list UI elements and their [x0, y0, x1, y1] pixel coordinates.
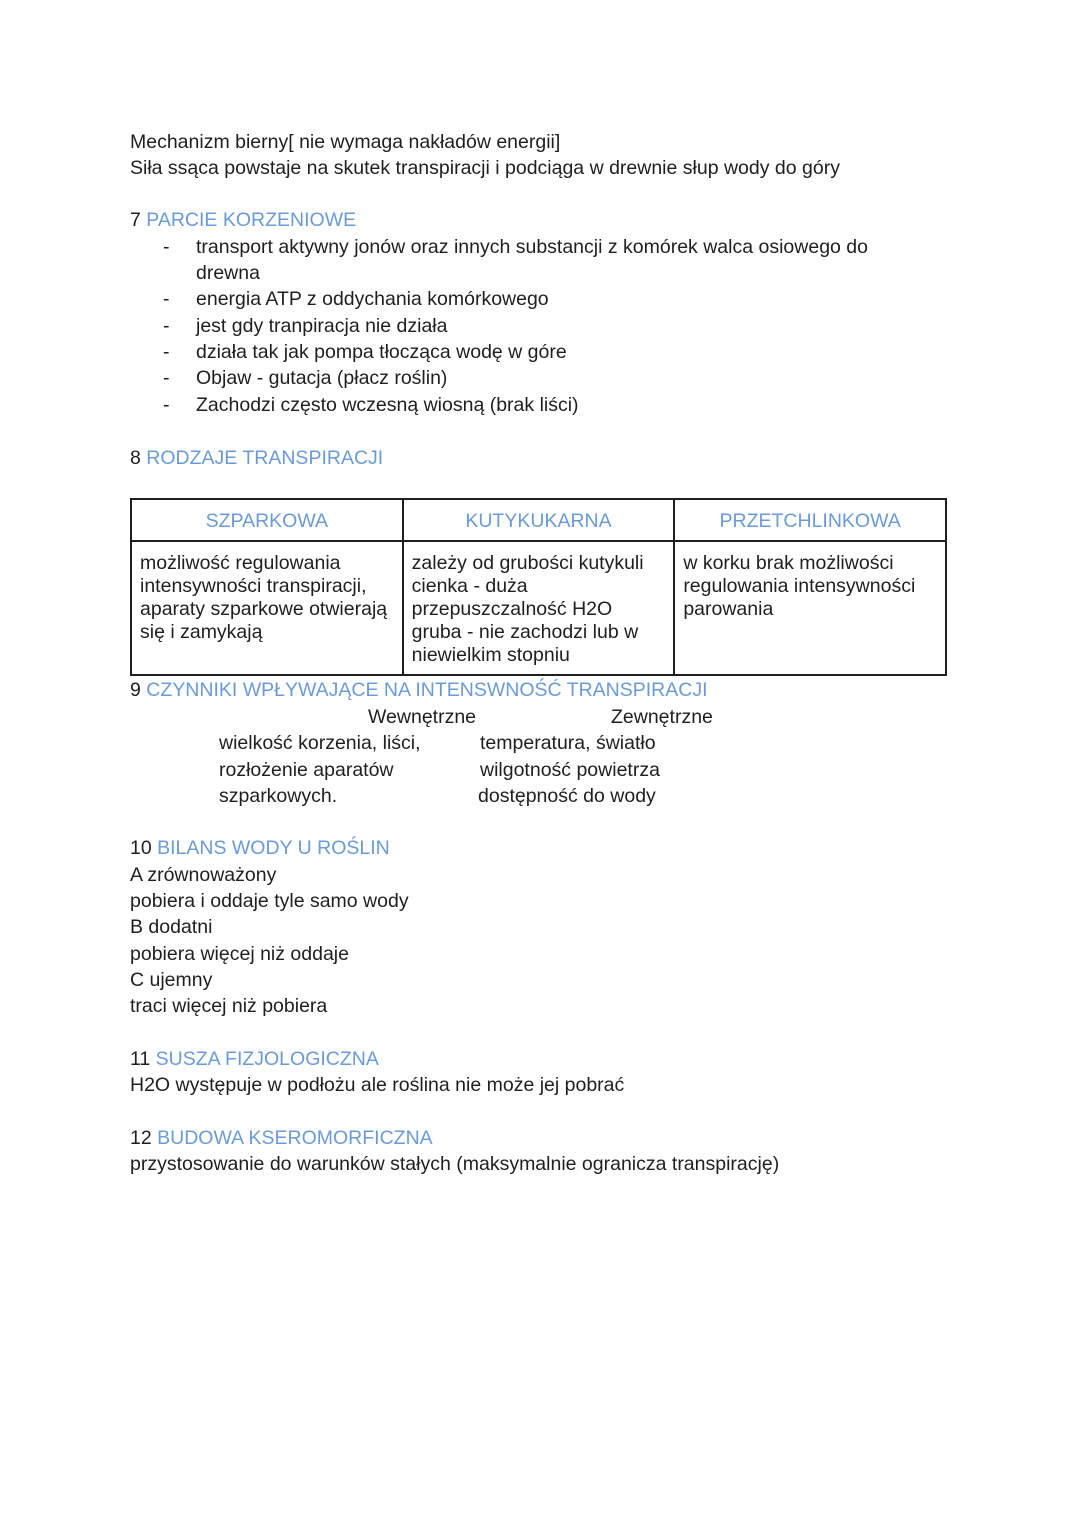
- section-8-title: RODZAJE TRANSPIRACJI: [146, 447, 384, 469]
- bullet-dash: -: [163, 341, 170, 363]
- section-11-text: H2O występuje w podłożu ale roślina nie może jej pobrać: [130, 1074, 625, 1096]
- internal-factor-line: szparkowych.: [219, 785, 338, 807]
- list-item-text: jest gdy tranpiracja nie działa: [196, 315, 448, 337]
- list-item-text: Zachodzi często wczesną wiosną (brak liści): [196, 394, 579, 416]
- section-9-number: 9: [130, 679, 141, 701]
- section-10-number: 10: [130, 837, 152, 859]
- column-header-przetchlinkowa: PRZETCHLINKOWA: [674, 499, 946, 541]
- bullet-dash: -: [163, 367, 170, 389]
- section-8-heading: [130, 445, 383, 471]
- intro-line-2: Siła ssąca powstaje na skutek transpiracji i podciąga w drewnie słup wody do góry: [130, 157, 840, 179]
- balance-line: pobiera i oddaje tyle samo wody: [130, 890, 409, 912]
- cell-line: aparaty szparkowe otwierają: [140, 598, 388, 620]
- section-11-title: SUSZA FIZJOLOGICZNA: [155, 1048, 379, 1070]
- cell-line: przepuszczalność H2O: [411, 598, 613, 620]
- section-11-number: 11: [130, 1048, 151, 1070]
- cell-line: regulowania intensywności: [683, 575, 916, 597]
- cell-line: parowania: [683, 598, 774, 620]
- internal-factor-line: wielkość korzenia, liści,: [219, 732, 421, 754]
- cell-line: intensywności transpiracji,: [140, 575, 367, 597]
- bullet-dash: -: [163, 315, 170, 337]
- section-9-heading: [130, 677, 708, 703]
- transpiration-types-table: [130, 498, 947, 676]
- bullet-dash: -: [163, 394, 170, 416]
- table-cell-kutykukarna: [403, 541, 675, 675]
- cell-line: możliwość regulowania: [140, 552, 341, 574]
- table-cell-szparkowa: [131, 541, 403, 675]
- list-item-text: energia ATP z oddychania komórkowego: [196, 288, 549, 310]
- cell-line: w korku brak możliwości: [683, 552, 894, 574]
- section-8-number: 8: [130, 447, 141, 469]
- external-factor-line: dostępność do wody: [478, 785, 656, 807]
- bullet-dash: -: [163, 288, 170, 310]
- external-factors-label: Zewnętrzne: [611, 706, 713, 728]
- intro-line-1: Mechanizm bierny[ nie wymaga nakładów energii]: [130, 131, 561, 153]
- balance-line: A zrównoważony: [130, 864, 277, 886]
- cell-line: niewielkim stopniu: [411, 644, 570, 666]
- section-7-title: PARCIE KORZENIOWE: [146, 209, 357, 231]
- cell-line: cienka - duża: [411, 575, 528, 597]
- table-cell-przetchlinkowa: [674, 541, 946, 675]
- external-factor-line: temperatura, światło: [480, 732, 656, 754]
- internal-factors-label: Wewnętrzne: [368, 706, 477, 728]
- balance-line: B dodatni: [130, 916, 213, 938]
- bullet-dash: -: [163, 236, 170, 258]
- list-item-text: drewna: [196, 262, 260, 284]
- cell-line: zależy od grubości kutykuli: [411, 552, 644, 574]
- internal-factor-line: rozłożenie aparatów: [219, 759, 394, 781]
- table-row: [131, 541, 946, 675]
- external-factor-line: wilgotność powietrza: [480, 759, 660, 781]
- cell-line: się i zamykają: [140, 621, 263, 643]
- section-10-title: BILANS WODY U ROŚLIN: [157, 837, 390, 859]
- column-header-kutykukarna: KUTYKUKARNA: [403, 499, 675, 541]
- balance-line: traci więcej niż pobiera: [130, 995, 328, 1017]
- section-7-heading: [130, 207, 356, 233]
- section-12-heading: [130, 1125, 433, 1151]
- balance-line: C ujemny: [130, 969, 213, 991]
- section-7-number: 7: [130, 209, 141, 231]
- section-12-text: przystosowanie do warunków stałych (maksymalnie ogranicza transpirację): [130, 1153, 780, 1175]
- section-11-heading: [130, 1046, 379, 1072]
- list-item-text: działa tak jak pompa tłocząca wodę w góre: [196, 341, 567, 363]
- section-9-title: CZYNNIKI WPŁYWAJĄCE NA INTENSWNOŚĆ TRANSPIRACJI: [146, 679, 708, 701]
- list-item-text: transport aktywny jonów oraz innych substancji z komórek walca osiowego do: [196, 236, 868, 258]
- cell-line: gruba - nie zachodzi lub w: [411, 621, 639, 643]
- table-header-row: [131, 499, 946, 541]
- section-12-title: BUDOWA KSEROMORFICZNA: [157, 1127, 433, 1149]
- list-item-text: Objaw - gutacja (płacz roślin): [196, 367, 448, 389]
- balance-line: pobiera więcej niż oddaje: [130, 943, 349, 965]
- column-header-szparkowa: SZPARKOWA: [131, 499, 403, 541]
- section-12-number: 12: [130, 1127, 152, 1149]
- section-10-heading: [130, 835, 390, 861]
